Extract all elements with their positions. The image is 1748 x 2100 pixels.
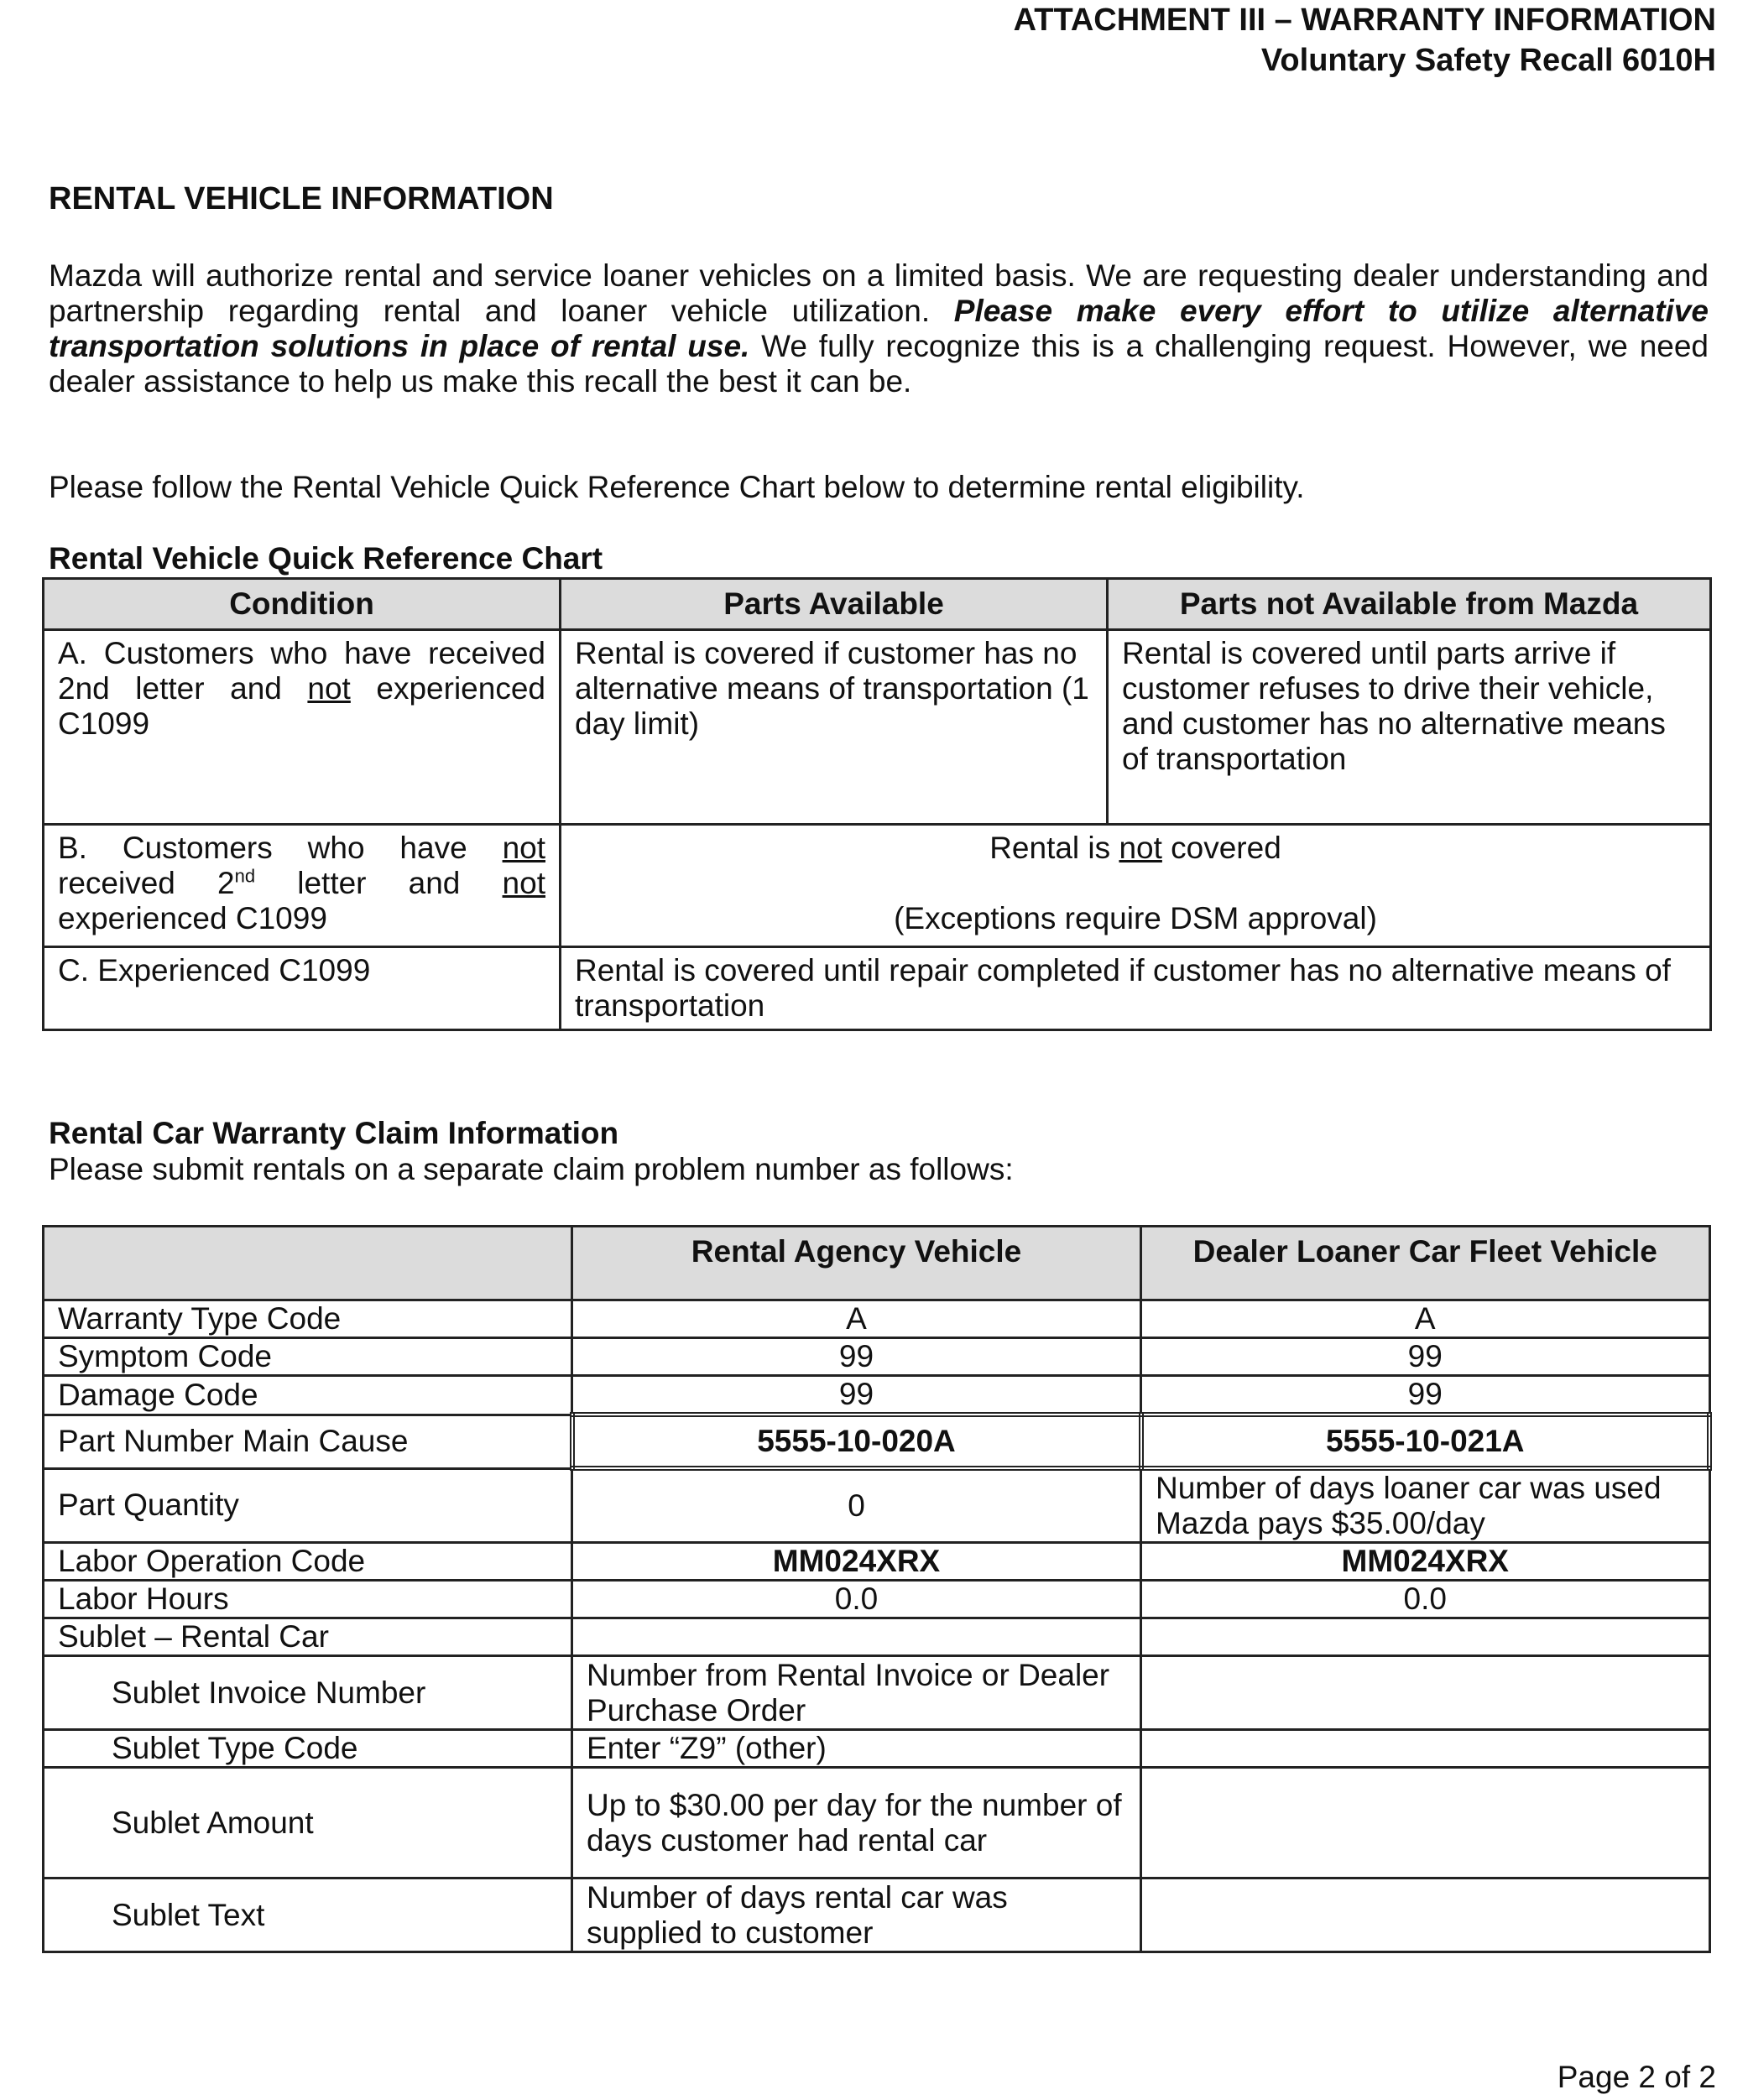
table-row <box>44 825 1711 947</box>
row-label: Damage Code <box>44 1376 572 1415</box>
page-number: Page 2 of 2 <box>1557 2060 1716 2094</box>
loaner-value <box>1141 1618 1710 1656</box>
table-row <box>44 1415 1710 1468</box>
table-header-row <box>44 1227 1710 1300</box>
rental-value: Enter “Z9” (other) <box>572 1730 1141 1768</box>
row-label: Symptom Code <box>44 1338 572 1376</box>
row-label: Part Number Main Cause <box>44 1415 572 1468</box>
row-label: Sublet Type Code <box>44 1730 572 1768</box>
rental-value <box>572 1618 1141 1656</box>
table-row <box>44 1338 1710 1376</box>
loaner-value <box>1141 1656 1710 1730</box>
column-header: Condition <box>44 579 561 630</box>
loaner-part-number: 5555-10-021A <box>1141 1415 1710 1468</box>
row-label: Sublet Invoice Number <box>44 1656 572 1730</box>
rental-value: 0.0 <box>572 1581 1141 1618</box>
rental-value: 99 <box>572 1338 1141 1376</box>
rental-value: Number from Rental Invoice or Dealer Purchase Order <box>572 1656 1141 1730</box>
loaner-value <box>1141 1768 1710 1879</box>
table-row <box>44 1543 1710 1581</box>
exception-note: (Exceptions require DSM approval) <box>894 901 1377 935</box>
table-row <box>44 630 1711 825</box>
column-header: Rental Agency Vehicle <box>572 1227 1141 1300</box>
row-label: Sublet Text <box>44 1879 572 1952</box>
condition-cell: B. Customers who have not received 2nd letter and not experienced C1099 <box>44 825 561 947</box>
row-label: Part Quantity <box>44 1468 572 1543</box>
parts-available-cell: Rental is covered if customer has no alternative means of transportation (1 day limit) <box>561 630 1108 825</box>
rental-value: MM024XRX <box>572 1543 1141 1581</box>
table-row <box>44 1879 1710 1952</box>
table-row <box>44 1768 1710 1879</box>
rental-instruction: Please follow the Rental Vehicle Quick Reference Chart below to determine rental eligibility. <box>49 470 1305 504</box>
rental-part-number: 5555-10-020A <box>572 1415 1141 1468</box>
emphasis-text: Please make every effort to utilize alternative transportation solutions in place of rental use. <box>49 294 1709 363</box>
rental-value: 99 <box>572 1376 1141 1415</box>
column-header: Parts not Available from Mazda <box>1108 579 1711 630</box>
rental-value: 0 <box>572 1468 1141 1543</box>
row-label: Warranty Type Code <box>44 1300 572 1338</box>
loaner-value: 99 <box>1141 1338 1710 1376</box>
condition-cell: A. Customers who have received 2nd letter and not experienced C1099 <box>44 630 561 825</box>
table-row <box>44 1730 1710 1768</box>
table-row <box>44 1376 1710 1415</box>
claim-info-table <box>42 1225 1712 1953</box>
condition-cell: C. Experienced C1099 <box>44 947 561 1030</box>
row-label: Labor Operation Code <box>44 1543 572 1581</box>
table-row <box>44 1300 1710 1338</box>
recall-title: Voluntary Safety Recall 6010H <box>1260 43 1716 78</box>
claim-section-subtitle: Please submit rentals on a separate claim problem number as follows: <box>49 1152 1014 1186</box>
row-label: Sublet – Rental Car <box>44 1618 572 1656</box>
rental-intro-paragraph: Mazda will authorize rental and service loaner vehicles on a limited basis. We are requesting dealer understanding and partnership regarding rental and loaner vehicle utilization. Please make every effort to utilize alternative transportation solutions in place of rental use. We fully recognize this is a challenging request. However, we need dealer assistance to help us make this recall the best it can be. <box>49 258 1709 399</box>
table-row <box>44 1581 1710 1618</box>
parts-not-available-cell: Rental is covered until parts arrive if customer refuses to drive their vehicle, and customer has no alternative means of transportation <box>1108 630 1711 825</box>
coverage-result-cell: Rental is not covered (Exceptions require DSM approval) <box>561 825 1711 947</box>
loaner-value: 99 <box>1141 1376 1710 1415</box>
reference-chart-title: Rental Vehicle Quick Reference Chart <box>49 541 603 576</box>
rental-section-title: RENTAL VEHICLE INFORMATION <box>49 181 554 216</box>
column-header: Parts Available <box>561 579 1108 630</box>
table-header-row <box>44 579 1711 630</box>
column-header <box>44 1227 572 1300</box>
attachment-title: ATTACHMENT III – WARRANTY INFORMATION <box>1013 3 1716 38</box>
coverage-result-cell: Rental is covered until repair completed if customer has no alternative means of transportation <box>561 947 1711 1030</box>
row-label: Labor Hours <box>44 1581 572 1618</box>
loaner-value: 0.0 <box>1141 1581 1710 1618</box>
claim-section-title: Rental Car Warranty Claim Information <box>49 1116 619 1150</box>
column-header: Dealer Loaner Car Fleet Vehicle <box>1141 1227 1710 1300</box>
loaner-value <box>1141 1730 1710 1768</box>
loaner-value: Number of days loaner car was used Mazda pays $35.00/day <box>1141 1468 1710 1543</box>
table-row <box>44 1618 1710 1656</box>
table-row <box>44 1656 1710 1730</box>
row-label: Sublet Amount <box>44 1768 572 1879</box>
loaner-value: MM024XRX <box>1141 1543 1710 1581</box>
rental-value: A <box>572 1300 1141 1338</box>
table-row <box>44 1468 1710 1543</box>
reference-chart-table <box>42 577 1712 1031</box>
loaner-value <box>1141 1879 1710 1952</box>
loaner-value: A <box>1141 1300 1710 1338</box>
table-row <box>44 947 1711 1030</box>
rental-value: Number of days rental car was supplied to customer <box>572 1879 1141 1952</box>
rental-value: Up to $30.00 per day for the number of days customer had rental car <box>572 1768 1141 1879</box>
document-header <box>1014 0 1716 81</box>
